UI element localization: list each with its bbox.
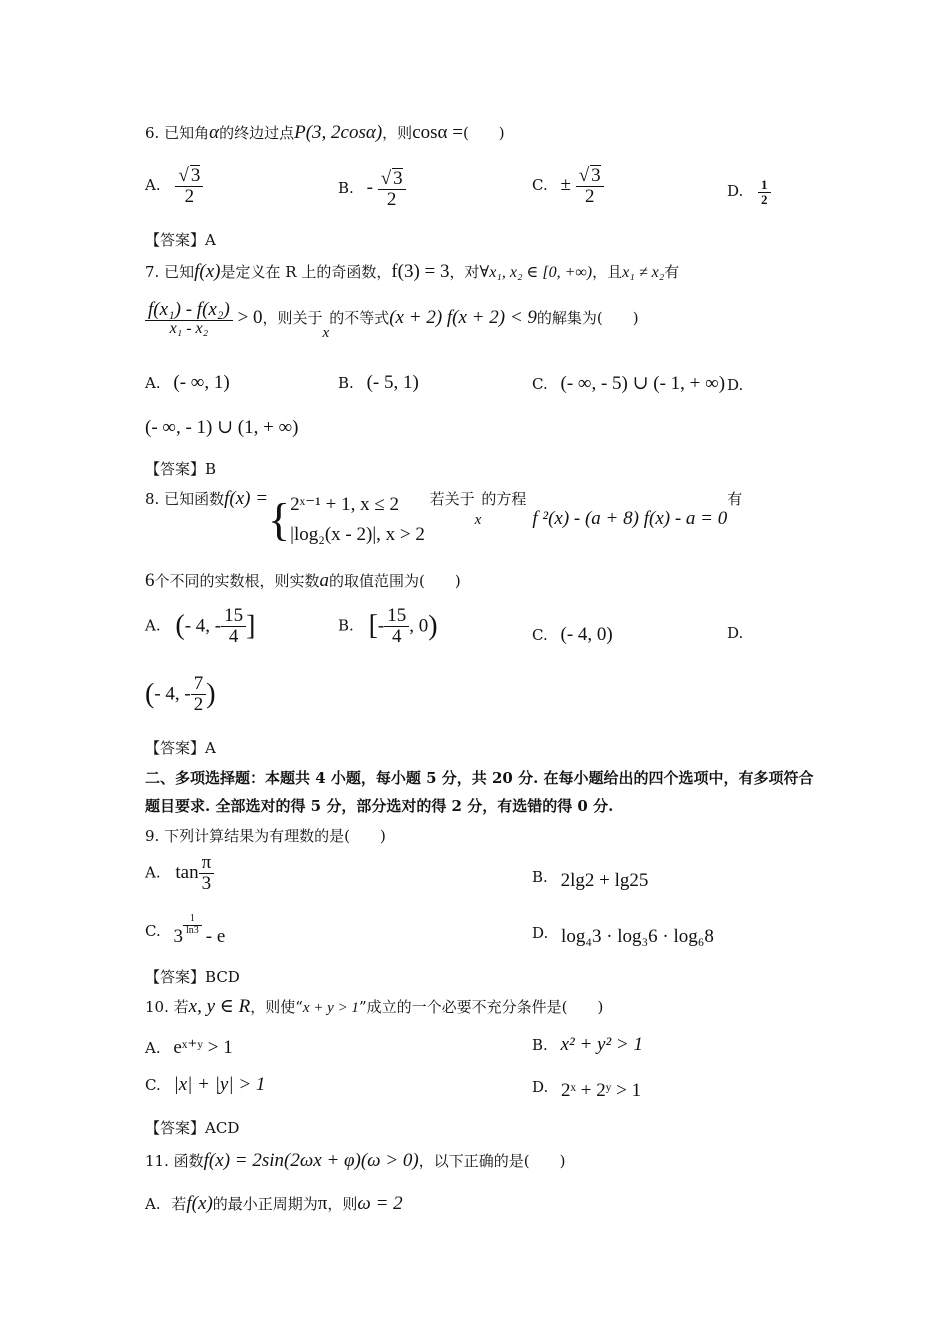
q10-option-c: C. |x| + |y| > 1 bbox=[145, 1074, 266, 1095]
q11-stem: 11. 函数f(x) = 2sin(2ωx + φ)(ω > 0)，以下正确的是( ) bbox=[145, 1150, 566, 1171]
q9-stem: 9. 下列计算结果为有理数的是( ) bbox=[145, 827, 386, 845]
q6-number: 6. bbox=[145, 124, 160, 142]
q10-option-d: D. 2ˣ + 2ʸ > 1 bbox=[532, 1078, 642, 1101]
q6-option-d: D. $\frac{1}{2}$ bbox=[727, 178, 771, 206]
q6-answer: 【答案】A bbox=[145, 231, 216, 249]
q6-option-c: C. ± $\frac{√ 3}{2}$ bbox=[532, 165, 604, 207]
q8-stem-line2: 6个不同的实数根，则实数a的取值范围为( ) bbox=[145, 570, 461, 591]
q8-stem-line1: 8. 已知函数f(x) ={ 2ˣ⁻¹ + 1, x ≤ 2 |log₂(x - 2)|, x > 2 若关于x的方程f ²(x) - (a + 8) f(x) - a = 0有 bbox=[145, 488, 743, 545]
q6-option-a: A. $\frac{√ 3}{2}$ bbox=[145, 165, 203, 207]
q7-stem-line2: $\frac{\text{f(x₁) - f(x₂)}}{\text{x₁ - x₂}}$ > 0，则关于x的不等式(x + 2) f(x + 2) < 9的解集为( ) bbox=[145, 300, 639, 338]
q7-option-a: A. (- ∞, 1) bbox=[145, 372, 230, 393]
q9-option-b: B. 2lg2 + lg25 bbox=[532, 868, 649, 891]
q7-answer: 【答案】B bbox=[145, 460, 217, 478]
q7-option-d-value: (- ∞, - 1) ∪ (1, + ∞) bbox=[145, 417, 299, 438]
q7-option-b: B. (- 5, 1) bbox=[338, 372, 419, 393]
q9-option-c: C. 3 $\frac{1}{\ln 3}$ - e bbox=[145, 913, 226, 947]
q6-option-b: B. - $\frac{√ 3}{2}$ bbox=[338, 168, 406, 210]
q7-option-c: C. (- ∞, - 5) ∪ (- 1, + ∞) bbox=[532, 373, 726, 394]
q10-option-a: A. eˣ⁺ʸ > 1 bbox=[145, 1037, 233, 1058]
q7-option-d: D. bbox=[727, 376, 744, 394]
q10-stem: 10. 若x, y ∈ R，则使“x + y > 1”成立的一个必要不充分条件是( ) bbox=[145, 996, 604, 1017]
q8-option-d: D. bbox=[727, 624, 744, 642]
q9-answer: 【答案】BCD bbox=[145, 968, 240, 986]
q6-stem: 6. 已知角α的终边过点P(3, 2cosα)，则cosα =( ) bbox=[145, 122, 505, 143]
q8-option-b: B. [- $\frac{15}{4}$ , 0) bbox=[338, 605, 438, 647]
q9-option-a: A. tan $\frac{\pi}{3}$ bbox=[145, 853, 214, 894]
q9-option-d: D. log₄3 · log₃6 · log₆8 bbox=[532, 924, 714, 947]
q8-answer: 【答案】A bbox=[145, 739, 216, 757]
q10-answer: 【答案】ACD bbox=[145, 1119, 240, 1137]
section-heading: 二、多项选择题：本题共 4 小题，每小题 5 分，共 20 分. 在每小题给出的四个选项中，有多项符合题目要求. 全部选对的得 5 分，部分选对的得 2 分，有选错的得 0 分. bbox=[145, 769, 814, 815]
q10-option-b: B. x² + y² > 1 bbox=[532, 1034, 643, 1055]
q8-option-a: A. (- 4, - $\frac{15}{4}$ ] bbox=[145, 605, 256, 647]
q8-option-c: C. (- 4, 0) bbox=[532, 624, 613, 645]
q8-option-d-value: (- 4, - $\frac{7}{2}$ ) bbox=[145, 673, 216, 715]
q11-option-a: A. 若f(x)的最小正周期为π，则ω = 2 bbox=[145, 1193, 403, 1214]
q7-stem-line1: 7. 已知f(x)是定义在 R 上的奇函数，f(3) = 3，对∀x₁, x₂ ∈ [0, +∞)，且x₁ ≠ x₂有 bbox=[145, 261, 680, 282]
